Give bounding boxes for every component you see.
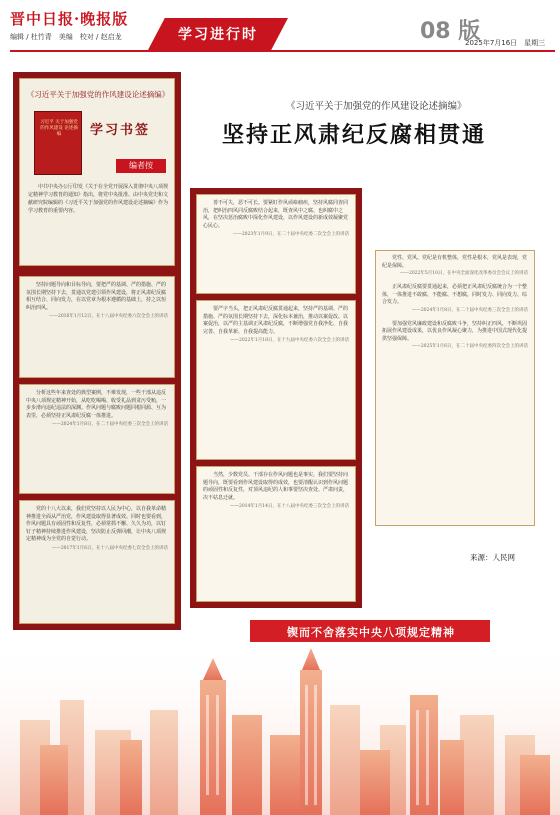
excerpt-source: ——2024年1月8日，在二十届中央纪委三次全会上的讲话 [51,422,168,427]
left-excerpt-2 [19,384,175,494]
excerpt-source: ——2017年1月6日，在十八届中央纪委七次全会上的讲话 [51,545,168,551]
city-skyline-illustration [0,640,560,815]
excerpt-text: 正风肃纪反腐要贯通起来，必须把正风肃纪反腐统合为一个整体，一体推进不敢腐、不能腐、不想腐，同时发力、同向发力、综合发力。 [382,284,528,305]
excerpt-text: 坚持问题导向和目标导向，要把严的基调、严的措施、严的氛围长期坚持下去，贯通以党建引领作风建设，将正风肃纪反腐相互结合、同向发力，在以党章为根本遵循的基础上，持之以恒纠治四风。 [26,282,167,311]
left-excerpt-3 [19,500,175,624]
slogan-text: 锲而不舍落实中央八项规定精神 [287,626,455,639]
book-panel-title: 《习近平关于加强党的作风建设论述摘编》 [26,90,170,99]
book-cover-text: 习近平 关于加强党的作风建设 论述摘编 [40,120,78,137]
left-excerpt-1 [19,276,175,378]
left-column [13,72,181,630]
editor-note-tag: 编者按 [116,159,166,173]
excerpt-text: 要严字当头，把正风肃纪反腐贯通起来，坚持严的基调、严的措施、严的氛围长期坚持下去，深化标本兼治，推动以案促改、以案促治，以严的主基调正风肃纪反腐，不断增强党自我净化、自我完善、自我革新、自我提高能力。 [203,306,349,335]
middle-excerpt-2 [196,300,356,460]
header-rule [10,50,555,52]
issue-date: 2025年7月16日 星期三 [465,39,546,47]
article-subtitle: 《习近平关于加强党的作风建设论述摘编》 [286,101,467,112]
editor-note-text: 中共中央办公厅印发《关于在全党开展深入贯彻中央八项规定精神学习教育的通知》指出，将党中央批准、由中央党史和文献研究院编辑的《习近平关于加强党的作风建设论述摘编》作为学习教育的重要内容。 [28,184,169,214]
excerpt-source: ——2022年5月10日，在中央全面深化改革委员会会议上的讲话 [399,271,528,276]
right-column [375,250,535,526]
middle-excerpt-1 [196,194,356,294]
book-panel [19,78,175,266]
excerpt-source: ——2022年1月18日，在十九届中央纪委六次全会上的讲话 [229,338,349,343]
excerpt-text: 党性、党风、党纪是有机整体，党性是根本，党风是表现，党纪是保障。 [382,255,528,269]
page-number: 08 版 [420,19,481,44]
excerpt-text: 要加强党风廉政建设和反腐败斗争，坚持纠正四风，不断巩固拓展作风建设成果，以优良作风凝心聚力，为推进中国式现代化提供坚强保障。 [382,320,528,342]
excerpt-text: 善不可失，恶不可长。要紧盯作风顽瘴痼疾，坚持风腐同查同治，把纠治四风同反腐败结合起来，既查风中之腐、也纠腐中之风，在坚决惩治腐败中深化作风建设，以作风建设的新成效凝聚党心民心。 [203,200,349,229]
excerpt-text: 党的十八大以来，我们党坚持以人民为中心，以自我革命精神推进全面从严治党，作风建设取得显著成效。同时也要看到，作风问题具有顽固性和反复性，必须常抓不懈、久久为功，以钉钉子精神持续推进作风建设，坚决防止反弹回潮，让中央八项规定精神成为全党的自觉行动。 [26,506,167,542]
article-headline: 坚持正风肃纪反腐相贯通 [222,123,487,148]
book-cover-image [34,111,82,175]
masthead [0,0,560,52]
excerpt-source: ——2016年1月12日，在十八届中央纪委六次全会上的讲话 [48,314,168,319]
middle-column [190,188,362,608]
section-title: 学习进行时 [178,27,258,43]
excerpt-source: ——2025年1月6日，在二十届中央纪委四次全会上的讲话 [411,344,528,349]
article-source: 来源：人民网 [470,553,515,562]
paper-logo: 晋中日报·晚报版 [10,10,129,28]
excerpt-text: 当然，少数党员、干部存在作风问题也是事实。我们要坚持问题导向，既要看到作风建设取得的成效，也要清醒认识到作风问题的顽固性和反复性，对顶风违纪的人和事要坚决查处、严肃问责，决不姑息迁就。 [203,472,349,501]
staff-line: 编辑 / 杜竹青 美编 校对 / 赵启龙 [10,33,122,41]
excerpt-source: ——2023年1月9日，在二十届中央纪委二次全会上的讲话 [232,232,349,237]
excerpt-source: ——2014年1月14日，在十八届中央纪委三次全会上的讲话 [229,504,349,509]
study-bookmark-label: 学习书签 [90,123,151,138]
middle-excerpt-3 [196,466,356,602]
excerpt-source: ——2024年1月8日，在二十届中央纪委三次全会上的讲话 [411,307,528,313]
excerpt-text: 分析这些年来查处的典型案例，不难发现，一些干部从违反中央八项规定精神开始，从吃吃喝喝、收受礼品到贪污受贿，一步步滑向违纪违法的深渊。作风问题与腐败问题同根同源、互为表里，必须坚持正风肃纪反腐一体推进。 [26,390,167,419]
